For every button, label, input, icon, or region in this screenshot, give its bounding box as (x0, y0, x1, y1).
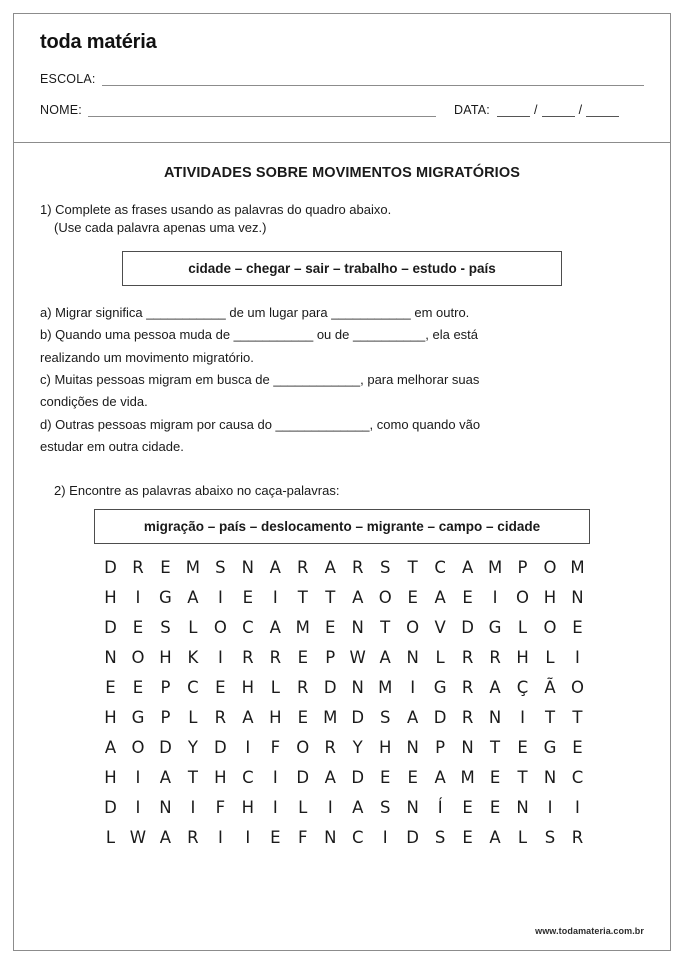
word-search-cell[interactable]: N (543, 767, 557, 787)
word-search-cell[interactable]: O (516, 587, 530, 607)
word-search-cell[interactable]: E (517, 737, 528, 757)
word-search-cell[interactable]: E (242, 587, 254, 607)
word-search-cell[interactable]: T (517, 767, 528, 787)
word-search-cell[interactable]: E (379, 767, 391, 787)
footer-url: www.todamateria.com.br (535, 926, 644, 936)
word-search-cell[interactable]: T (187, 767, 198, 787)
word-search-cell[interactable]: C (187, 677, 199, 697)
word-search-cell[interactable]: D (296, 767, 310, 787)
word-search-cell[interactable]: M (185, 557, 201, 577)
name-label: NOME: (40, 103, 82, 117)
word-search-row (50, 767, 638, 787)
word-search-cell[interactable]: E (489, 767, 501, 787)
word-search-cell[interactable]: F (215, 797, 226, 817)
word-search-cell[interactable]: R (187, 827, 199, 847)
word-search-cell[interactable]: L (298, 797, 308, 817)
date-year-input[interactable] (586, 105, 619, 117)
word-search-cell[interactable]: O (406, 617, 420, 637)
word-search-cell[interactable]: I (245, 827, 251, 847)
word-search-cell[interactable]: A (352, 797, 364, 817)
word-search-cell[interactable]: O (131, 647, 145, 667)
word-search-cell[interactable]: T (490, 737, 501, 757)
word-search-cell[interactable]: A (159, 827, 172, 847)
word-search-cell[interactable]: R (351, 557, 364, 577)
word-search-cell[interactable]: N (571, 587, 584, 607)
word-search-cell[interactable]: G (159, 587, 172, 607)
word-search-cell[interactable]: Y (187, 737, 198, 757)
word-search-cell[interactable]: N (516, 797, 529, 817)
word-search-cell[interactable]: A (352, 587, 364, 607)
word-search-cell[interactable]: E (132, 677, 144, 697)
date-day-input[interactable] (497, 105, 530, 117)
word-search-row (50, 587, 638, 607)
word-search-cell[interactable]: O (378, 587, 392, 607)
word-search-cell[interactable]: S (379, 707, 391, 727)
word-search-row (50, 707, 638, 727)
word-search-cell[interactable]: I (382, 827, 388, 847)
word-search-row (50, 617, 638, 637)
word-search-cell[interactable]: A (461, 557, 474, 577)
word-search-cell[interactable]: E (462, 797, 473, 817)
worksheet-page (13, 13, 671, 951)
sentence-c[interactable]: c) Muitas pessoas migram em busca de ____________, para melhorar suas (40, 371, 480, 387)
word-search-cell[interactable]: R (242, 647, 254, 667)
word-search-cell[interactable]: T (325, 587, 336, 607)
word-search-cell[interactable]: Ã (544, 677, 556, 697)
word-search-cell[interactable]: E (105, 677, 116, 697)
word-search-cell[interactable]: I (410, 677, 416, 697)
word-search-cell[interactable]: N (324, 827, 337, 847)
word-search-row (50, 737, 638, 757)
word-search-cell[interactable]: H (104, 707, 117, 727)
word-search-cell[interactable]: A (489, 827, 501, 847)
school-field-row (40, 72, 644, 86)
worksheet-body (14, 143, 670, 950)
word-search-cell[interactable]: S (215, 557, 226, 577)
sentence-c-continued: condições de vida. (40, 394, 148, 410)
word-search-cell[interactable]: E (407, 767, 418, 787)
word-search-cell[interactable]: T (544, 707, 556, 727)
word-search-cell[interactable]: M (570, 557, 585, 577)
word-search-cell[interactable]: M (487, 557, 503, 577)
word-search-cell[interactable]: M (295, 617, 310, 637)
word-search-cell[interactable]: T (380, 617, 391, 637)
word-search-cell[interactable]: H (159, 647, 172, 667)
word-search-cell[interactable]: R (269, 647, 282, 667)
word-search-cell[interactable]: D (351, 767, 365, 787)
word-search-cell[interactable]: R (132, 557, 144, 577)
word-search-cell[interactable]: N (461, 737, 474, 757)
word-search-cell[interactable]: A (159, 767, 172, 787)
word-search-cell[interactable]: D (406, 827, 420, 847)
word-search-cell[interactable]: A (269, 557, 281, 577)
word-search-cell[interactable]: H (241, 677, 255, 697)
word-search-cell[interactable]: W (129, 827, 147, 847)
word-search-cell[interactable]: I (245, 737, 251, 757)
date-separator-2: / (578, 103, 583, 117)
word-search-cell[interactable]: E (407, 587, 418, 607)
word-search-cell[interactable]: O (543, 617, 557, 637)
word-search-grid[interactable] (40, 557, 644, 847)
word-search-cell[interactable]: E (572, 617, 583, 637)
word-search-cell[interactable]: N (406, 797, 419, 817)
word-search-cell[interactable]: R (461, 647, 474, 667)
exercise-2-wordbank: migração – país – deslocamento – migrante – campo – cidade (94, 509, 590, 544)
date-label: DATA: (453, 103, 490, 117)
word-search-cell[interactable]: H (543, 587, 557, 607)
word-search-cell[interactable]: I (217, 827, 223, 847)
word-search-cell[interactable]: L (435, 647, 445, 667)
word-search-row (50, 827, 638, 847)
word-search-cell[interactable]: E (160, 557, 171, 577)
word-search-cell[interactable]: S (160, 617, 171, 637)
word-search-cell[interactable]: D (323, 677, 337, 697)
word-search-cell[interactable]: H (104, 767, 117, 787)
word-search-cell[interactable]: F (298, 827, 308, 847)
word-search-cell[interactable]: H (269, 707, 282, 727)
word-search-cell[interactable]: N (104, 647, 117, 667)
word-search-cell[interactable]: Ç (516, 677, 529, 697)
word-search-cell[interactable]: N (351, 677, 364, 697)
word-search-cell[interactable]: A (324, 767, 336, 787)
word-search-cell[interactable]: N (159, 797, 172, 817)
word-search-cell[interactable]: R (461, 677, 474, 697)
word-search-cell[interactable]: I (190, 797, 196, 817)
word-search-cell[interactable]: H (241, 797, 255, 817)
word-search-cell[interactable]: I (272, 587, 278, 607)
word-search-cell[interactable]: A (407, 707, 419, 727)
word-search-cell[interactable]: H (214, 767, 227, 787)
word-search-cell[interactable]: A (434, 767, 446, 787)
word-search-cell[interactable]: R (571, 827, 584, 847)
word-search-cell[interactable]: H (516, 647, 529, 667)
word-search-cell[interactable]: A (269, 617, 281, 637)
sentence-b[interactable]: b) Quando uma pessoa muda de ___________ ou de __________, ela está (40, 327, 479, 343)
word-search-cell[interactable]: D (104, 557, 117, 577)
date-field-group (436, 103, 619, 117)
word-search-cell[interactable]: A (434, 587, 446, 607)
exercise-1-instruction-note: (Use cada palavra apenas uma vez.) (54, 220, 267, 236)
sentence-d[interactable]: d) Outras pessoas migram por causa do _____________, como quando vão (40, 416, 481, 432)
word-search-cell[interactable]: R (297, 557, 309, 577)
word-search-cell[interactable]: L (517, 827, 528, 847)
word-search-cell[interactable]: Í (437, 797, 443, 817)
word-search-cell[interactable]: G (433, 677, 447, 697)
name-input-line[interactable] (88, 105, 436, 117)
word-search-cell[interactable]: S (544, 827, 556, 847)
word-search-cell[interactable]: E (132, 617, 144, 637)
word-search-cell[interactable]: K (187, 647, 199, 667)
word-search-cell[interactable]: D (104, 617, 117, 637)
word-search-cell[interactable]: H (104, 587, 117, 607)
date-separator-1: / (533, 103, 538, 117)
word-search-cell[interactable]: S (379, 557, 391, 577)
word-search-cell[interactable]: I (217, 587, 223, 607)
exercise-1-instruction: 1) Complete as frases usando as palavras do quadro abaixo. (40, 202, 392, 217)
word-search-cell[interactable]: I (272, 797, 278, 817)
word-search-cell[interactable]: O (131, 737, 145, 757)
word-search-cell[interactable]: C (242, 617, 254, 637)
word-search-cell[interactable]: A (104, 737, 117, 757)
word-search-cell[interactable]: D (351, 707, 365, 727)
word-search-cell[interactable]: F (270, 737, 281, 757)
word-search-row (50, 797, 638, 817)
sentence-d-continued: estudar em outra cidade. (40, 439, 184, 455)
word-search-cell[interactable]: I (575, 647, 580, 667)
word-search-cell[interactable]: E (462, 827, 473, 847)
word-search-cell[interactable]: G (543, 737, 557, 757)
word-search-cell[interactable]: E (572, 737, 583, 757)
word-search-cell[interactable]: G (488, 617, 502, 637)
word-search-cell[interactable]: P (325, 647, 336, 667)
word-search-cell[interactable]: O (543, 557, 557, 577)
word-search-cell[interactable]: D (214, 737, 227, 757)
word-search-cell[interactable]: I (327, 797, 333, 817)
word-search-cell[interactable]: D (433, 707, 447, 727)
word-search-cell[interactable]: L (105, 827, 116, 847)
word-search-cell[interactable]: W (349, 647, 366, 667)
exercise-1-wordbank: cidade – chegar – sair – trabalho – estudo - país (122, 251, 562, 286)
word-search-cell[interactable]: L (188, 617, 198, 637)
word-search-cell[interactable]: I (492, 587, 498, 607)
word-search-cell[interactable]: R (297, 677, 309, 697)
word-search-cell[interactable]: V (434, 617, 446, 637)
word-search-cell[interactable]: O (296, 737, 310, 757)
word-search-cell[interactable]: P (160, 677, 171, 697)
sentence-b-continued: realizando um movimento migratório. (40, 349, 254, 365)
word-search-cell[interactable]: R (324, 737, 336, 757)
word-search-cell[interactable]: C (434, 557, 446, 577)
word-search-cell[interactable]: L (270, 677, 280, 697)
word-search-cell[interactable]: A (379, 647, 391, 667)
brand-logo: toda matéria (40, 31, 157, 53)
word-search-cell[interactable]: D (159, 737, 172, 757)
word-search-cell[interactable]: O (570, 677, 584, 697)
date-month-input[interactable] (542, 105, 575, 117)
word-search-cell[interactable]: N (406, 647, 419, 667)
word-search-cell[interactable]: A (242, 707, 254, 727)
word-search-cell[interactable]: D (104, 797, 117, 817)
word-search-cell[interactable]: N (406, 737, 419, 757)
word-search-cell[interactable]: L (545, 647, 555, 667)
word-search-cell[interactable]: N (488, 707, 502, 727)
word-search-cell[interactable]: E (489, 797, 501, 817)
word-search-cell[interactable]: I (135, 587, 141, 607)
word-search-cell[interactable]: I (135, 767, 141, 787)
page-title: ATIVIDADES SOBRE MOVIMENTOS MIGRATÓRIOS (164, 165, 520, 181)
word-search-cell[interactable]: H (378, 737, 392, 757)
word-search-cell[interactable]: N (351, 617, 364, 637)
word-search-cell[interactable]: T (572, 707, 583, 727)
school-input-line[interactable] (102, 74, 644, 86)
word-search-cell[interactable]: I (520, 707, 525, 727)
word-search-cell[interactable]: N (241, 557, 255, 577)
word-search-row (50, 647, 638, 667)
word-search-cell[interactable]: I (575, 797, 580, 817)
word-search-cell[interactable]: E (325, 617, 336, 637)
word-search-row (50, 677, 638, 697)
word-search-cell[interactable]: I (547, 797, 553, 817)
school-label: ESCOLA: (40, 72, 96, 86)
word-search-cell[interactable]: R (214, 707, 227, 727)
word-search-cell[interactable]: L (188, 707, 198, 727)
word-search-cell[interactable]: P (435, 737, 446, 757)
word-search-cell[interactable]: P (517, 557, 528, 577)
word-search-cell[interactable]: R (461, 707, 474, 727)
word-search-cell[interactable]: C (351, 827, 364, 847)
word-search-cell[interactable]: A (324, 557, 336, 577)
sentence-a[interactable]: a) Migrar significa ___________ de um lugar para ___________ em outro. (40, 304, 470, 320)
word-search-cell[interactable]: C (571, 767, 584, 787)
word-search-cell[interactable]: M (378, 677, 393, 697)
word-search-cell[interactable]: A (489, 677, 501, 697)
exercise-1-sentences (40, 302, 644, 459)
word-search-cell[interactable]: M (323, 707, 338, 727)
word-search-cell[interactable]: I (272, 767, 278, 787)
word-search-cell[interactable]: O (213, 617, 227, 637)
word-search-cell[interactable]: D (461, 617, 474, 637)
word-search-cell[interactable]: I (135, 797, 141, 817)
word-search-cell[interactable]: C (242, 767, 254, 787)
word-search-cell[interactable]: L (517, 617, 528, 637)
word-search-row (50, 557, 638, 577)
word-search-cell[interactable]: G (131, 707, 145, 727)
word-search-cell[interactable]: Y (352, 737, 363, 757)
word-search-cell[interactable]: E (270, 827, 281, 847)
exercise-2-instruction: 2) Encontre as palavras abaixo no caça-palavras: (54, 483, 340, 499)
worksheet-header (14, 14, 670, 143)
word-search-cell[interactable]: S (434, 827, 446, 847)
word-search-cell[interactable]: T (407, 557, 418, 577)
word-search-cell[interactable]: I (217, 647, 223, 667)
word-search-cell[interactable]: R (489, 647, 501, 667)
word-search-cell[interactable]: E (462, 587, 473, 607)
word-search-cell[interactable]: E (297, 707, 308, 727)
word-search-cell[interactable]: E (297, 647, 308, 667)
word-search-cell[interactable]: T (297, 587, 308, 607)
word-search-cell[interactable]: A (187, 587, 199, 607)
word-search-cell[interactable]: P (160, 707, 171, 727)
word-search-cell[interactable]: S (379, 797, 391, 817)
name-date-field-row (40, 103, 644, 117)
word-search-cell[interactable]: M (460, 767, 475, 787)
exercise-2-section (40, 482, 644, 846)
word-search-cell[interactable]: E (215, 677, 226, 697)
